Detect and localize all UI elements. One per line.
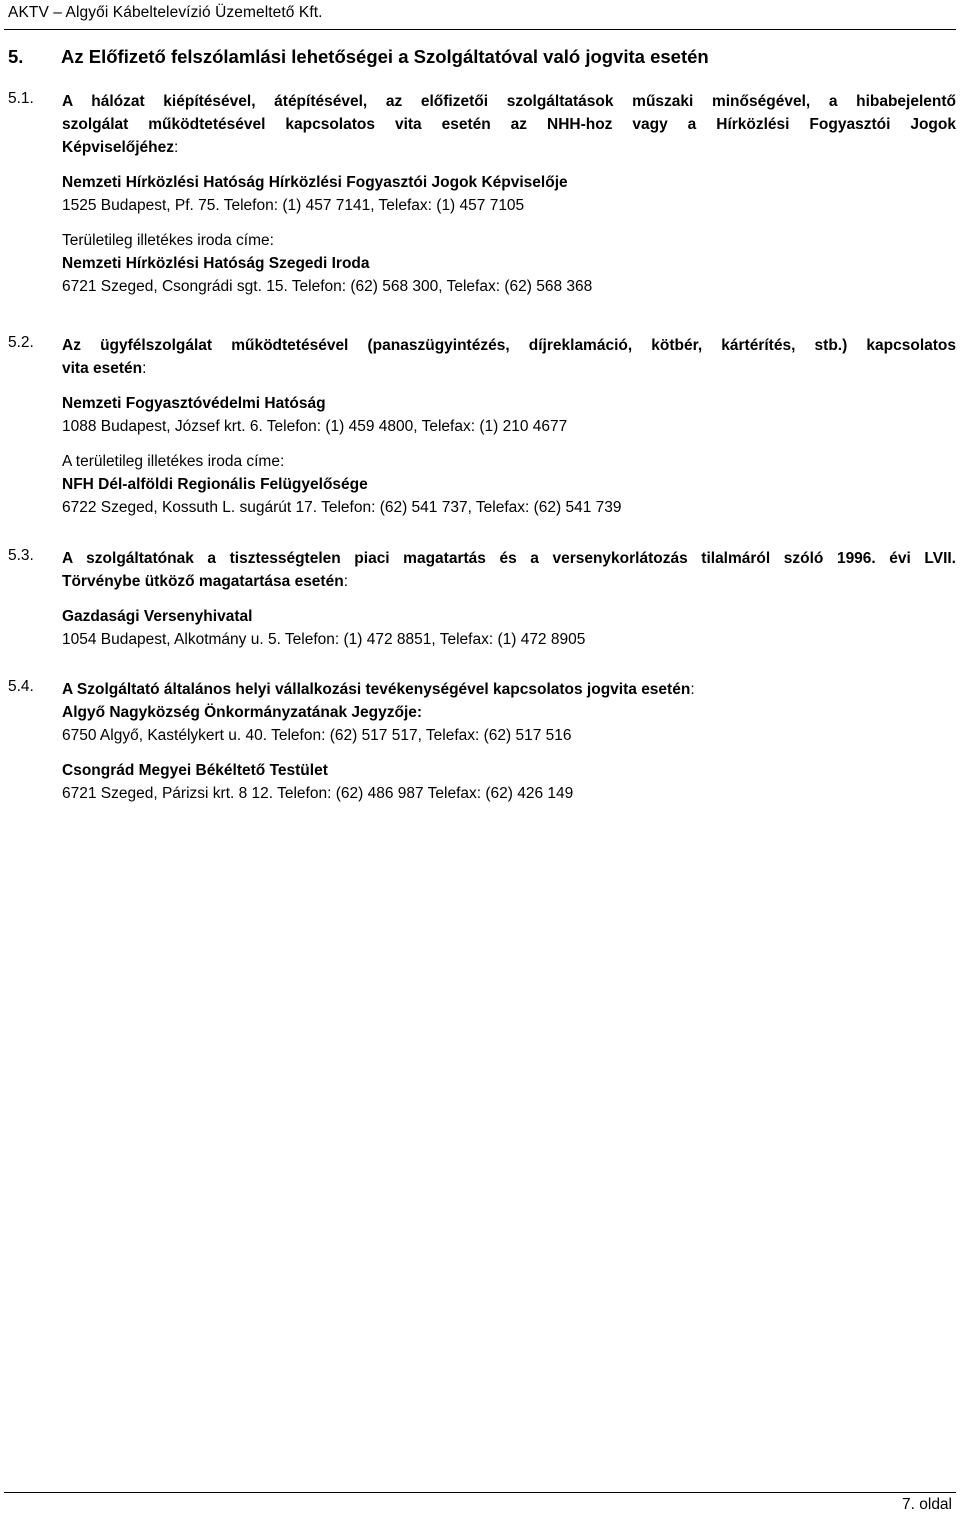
authority-address: 1525 Budapest, Pf. 75. Telefon: (1) 457 7141, Telefax: (1) 457 7105 [62, 197, 525, 214]
conciliation-board-address: 6721 Szeged, Párizsi krt. 8 12. Telefon: (62) 486 987 Telefax: (62) 426 149 [62, 785, 574, 802]
item-intro-line: Törvénybe ütköző magatartása esetén [62, 573, 344, 590]
item-intro-line: szolgálat működtetésével kapcsolatos vita esetén az NHH-hoz vagy a Hírközlési Fogyasztói Jogok [62, 116, 956, 133]
item-intro-line: A Szolgáltató általános helyi vállalkozási tevékenységével kapcsolatos jogvita esetén [62, 681, 691, 698]
item-intro-line: vita esetén [62, 360, 143, 377]
intro-colon: : [690, 681, 695, 698]
header-divider [4, 29, 956, 30]
regional-office-address: 6722 Szeged, Kossuth L. sugárút 17. Telefon: (62) 541 737, Telefax: (62) 541 739 [62, 499, 622, 516]
regional-office-label: A területileg illetékes iroda címe: [62, 453, 285, 470]
authority-name: Algyő Nagyközség Önkormányzatának Jegyzője: [62, 704, 423, 721]
authority-address: 6750 Algyő, Kastélykert u. 40. Telefon: (62) 517 517, Telefax: (62) 517 516 [62, 727, 572, 744]
item-5-4 [8, 678, 956, 805]
item-number: 5.4. [8, 678, 34, 695]
item-5-3 [8, 547, 956, 651]
authority-address: 1088 Budapest, József krt. 6. Telefon: (1) 459 4800, Telefax: (1) 210 4677 [62, 418, 568, 435]
regional-office-name: Nemzeti Hírközlési Hatóság Szegedi Iroda [62, 255, 370, 272]
item-number: 5.2. [8, 334, 34, 351]
item-intro-line: A szolgáltatónak a tisztességtelen piaci magatartás és a versenykorlátozás tilalmáról szóló 1996. évi LVII. [62, 550, 956, 567]
authority-name: Nemzeti Hírközlési Hatóság Hírközlési Fogyasztói Jogok Képviselője [62, 174, 568, 191]
authority-name: Gazdasági Versenyhivatal [62, 608, 253, 625]
item-5-2 [8, 334, 956, 519]
authority-name: Nemzeti Fogyasztóvédelmi Hatóság [62, 395, 326, 412]
document-header: AKTV – Algyői Kábeltelevízió Üzemeltető Kft. [8, 4, 323, 21]
page-number: 7. oldal [902, 1496, 952, 1513]
regional-office-address: 6721 Szeged, Csongrádi sgt. 15. Telefon: (62) 568 300, Telefax: (62) 568 368 [62, 278, 593, 295]
item-number: 5.1. [8, 90, 34, 107]
item-intro-line: A hálózat kiépítésével, átépítésével, az előfizetői szolgáltatások műszaki minőségével, a hibabejelentő [62, 93, 956, 110]
intro-colon: : [174, 139, 179, 156]
intro-colon: : [142, 360, 147, 377]
authority-address: 1054 Budapest, Alkotmány u. 5. Telefon: (1) 472 8851, Telefax: (1) 472 8905 [62, 631, 586, 648]
regional-office-name: NFH Dél-alföldi Regionális Felügyelősége [62, 476, 368, 493]
conciliation-board-name: Csongrád Megyei Békéltető Testület [62, 762, 328, 779]
footer-divider [4, 1492, 956, 1493]
regional-office-label: Területileg illetékes iroda címe: [62, 232, 274, 249]
intro-colon: : [343, 573, 348, 590]
section-title: Az Előfizető felszólamlási lehetőségei a Szolgáltatóval való jogvita esetén [61, 46, 709, 67]
item-intro-line: Az ügyfélszolgálat működtetésével (panaszügyintézés, díjreklamáció, kötbér, kártérítés, stb.) kapcsolatos [62, 337, 956, 354]
item-intro-line: Képviselőjéhez [62, 139, 174, 156]
item-number: 5.3. [8, 547, 34, 564]
section-number: 5. [8, 46, 24, 67]
item-5-1 [8, 90, 956, 298]
